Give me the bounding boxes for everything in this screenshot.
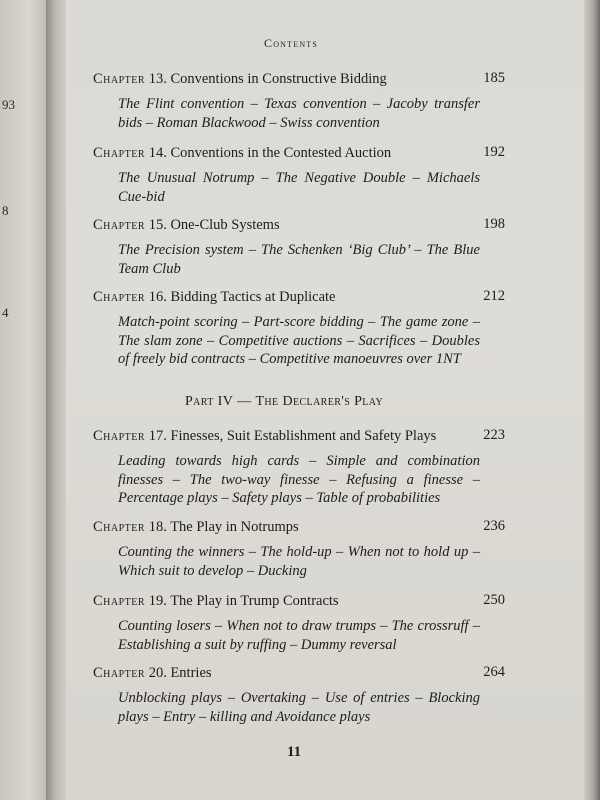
chapter-description: The Unusual Notrump – The Negative Double – Michaels Cue-bid [118,170,480,205]
chapter-number: 20 [148,665,164,681]
page-number: 264 [483,664,505,680]
chapter-description: Counting losers – When not to draw trumps – The crossruff – Establishing a suit by ruffing – Dummy reversal [118,618,480,653]
toc-entry-chapter-17: Chapter 17. Finesses, Suit Establishment and Safety Plays 223 Leading towards high cards – Simple and combination finesses – The two-way finesse – Refusing a finesse – Percentage plays – Safety plays – Table of probabilities [93,427,505,506]
chapter-description: The Precision system – The Schenken ‘Big Club’ – The Blue Team Club [118,242,480,277]
toc-entry-chapter-19: Chapter 19. The Play in Trump Contracts 250 Counting losers – When not to draw trumps – The crossruff – Establishing a suit by ruffing – Dummy reversal [93,592,505,653]
page-number: 212 [483,288,505,304]
chapter-label: Chapter [93,71,146,87]
chapter-label: Chapter [93,289,146,305]
left-page-fragment: 93 [2,97,15,112]
toc-entry-chapter-15: Chapter 15. One-Club Systems 198 The Precision system – The Schenken ‘Big Club’ – The Blue Team Club [93,216,505,277]
chapter-number: 13 [148,71,164,87]
chapter-title: The Play in Notrumps [170,519,299,535]
chapter-title: The Play in Trump Contracts [170,593,339,609]
chapter-title: Finesses, Suit Establishment and Safety Plays [170,428,437,444]
chapter-description: Unblocking plays – Overtaking – Use of entries – Blocking plays – Entry – killing and Avoidance plays [118,690,480,725]
chapter-description: Match-point scoring – Part-score bidding – The game zone – The slam zone – Competitive auctions – Sacrifices – Doubles of freely bid contracts – Competitive manoeuvres over 1NT [118,314,480,367]
chapter-number: 18 [148,519,164,535]
chapter-label: Chapter [93,145,146,161]
chapter-title: Conventions in the Contested Auction [170,145,392,161]
part-dash: — [237,394,252,409]
chapter-title: Bidding Tactics at Duplicate [170,289,336,305]
toc-entry-chapter-18: Chapter 18. The Play in Notrumps 236 Counting the winners – The hold-up – When not to hold up – Which suit to develop – Ducking [93,518,505,579]
page-edge [584,0,600,800]
toc-entry-chapter-20: Chapter 20. Entries 264 Unblocking plays – Overtaking – Use of entries – Blocking plays – Entry – killing and Avoidance plays [93,664,505,725]
chapter-label: Chapter [93,217,146,233]
page-number: 192 [483,144,505,160]
page-number: 236 [483,518,505,534]
chapter-label: Chapter [93,593,146,609]
toc-entry-chapter-14: Chapter 14. Conventions in the Contested Auction 192 The Unusual Notrump – The Negative Double – Michaels Cue-bid [93,144,505,205]
chapter-description: The Flint convention – Texas convention – Jacoby transfer bids – Roman Blackwood – Swiss convention [118,96,480,131]
left-page-fragment: 4 [2,305,9,320]
chapter-label: Chapter [93,428,146,444]
chapter-label: Chapter [93,665,146,681]
toc-entry-chapter-16: Chapter 16. Bidding Tactics at Duplicate 212 Match-point scoring – Part-score bidding – The game zone – The slam zone – Competitive auctions – Sacrifices – Doubles of freely bid contracts – Competitive manoeuvres over 1NT [93,288,505,367]
part-number: Part IV [185,394,234,409]
part-heading [185,394,383,410]
chapter-number: 16 [148,289,164,305]
chapter-description: Leading towards high cards – Simple and combination finesses – The two-way finesse – Refusing a finesse – Percentage plays – Safety plays – Table of probabilities [118,453,480,506]
left-page-fragment: 8 [2,203,9,218]
chapter-title: One-Club Systems [170,217,280,233]
chapter-title: Entries [170,665,212,681]
toc-entry-chapter-13: Chapter 13. Conventions in Constructive Bidding 185 The Flint convention – Texas convention – Jacoby transfer bids – Roman Blackwood – Swiss convention [93,70,505,131]
page-number: 223 [483,427,505,443]
chapter-title: Conventions in Constructive Bidding [170,71,387,87]
left-page-edge [0,0,48,800]
chapter-number: 14 [148,145,164,161]
running-head: Contents [264,36,319,50]
page-folio: 11 [287,744,302,760]
book-gutter [46,0,68,800]
chapter-number: 15 [148,217,164,233]
page-number: 250 [483,592,505,608]
page-number: 198 [483,216,505,232]
chapter-number: 17 [148,428,164,444]
chapter-label: Chapter [93,519,146,535]
part-title: The Declarer's Play [255,394,384,409]
chapter-number: 19 [148,593,164,609]
chapter-description: Counting the winners – The hold-up – When not to hold up – Which suit to develop – Ducking [118,544,480,579]
page-number: 185 [483,70,505,86]
